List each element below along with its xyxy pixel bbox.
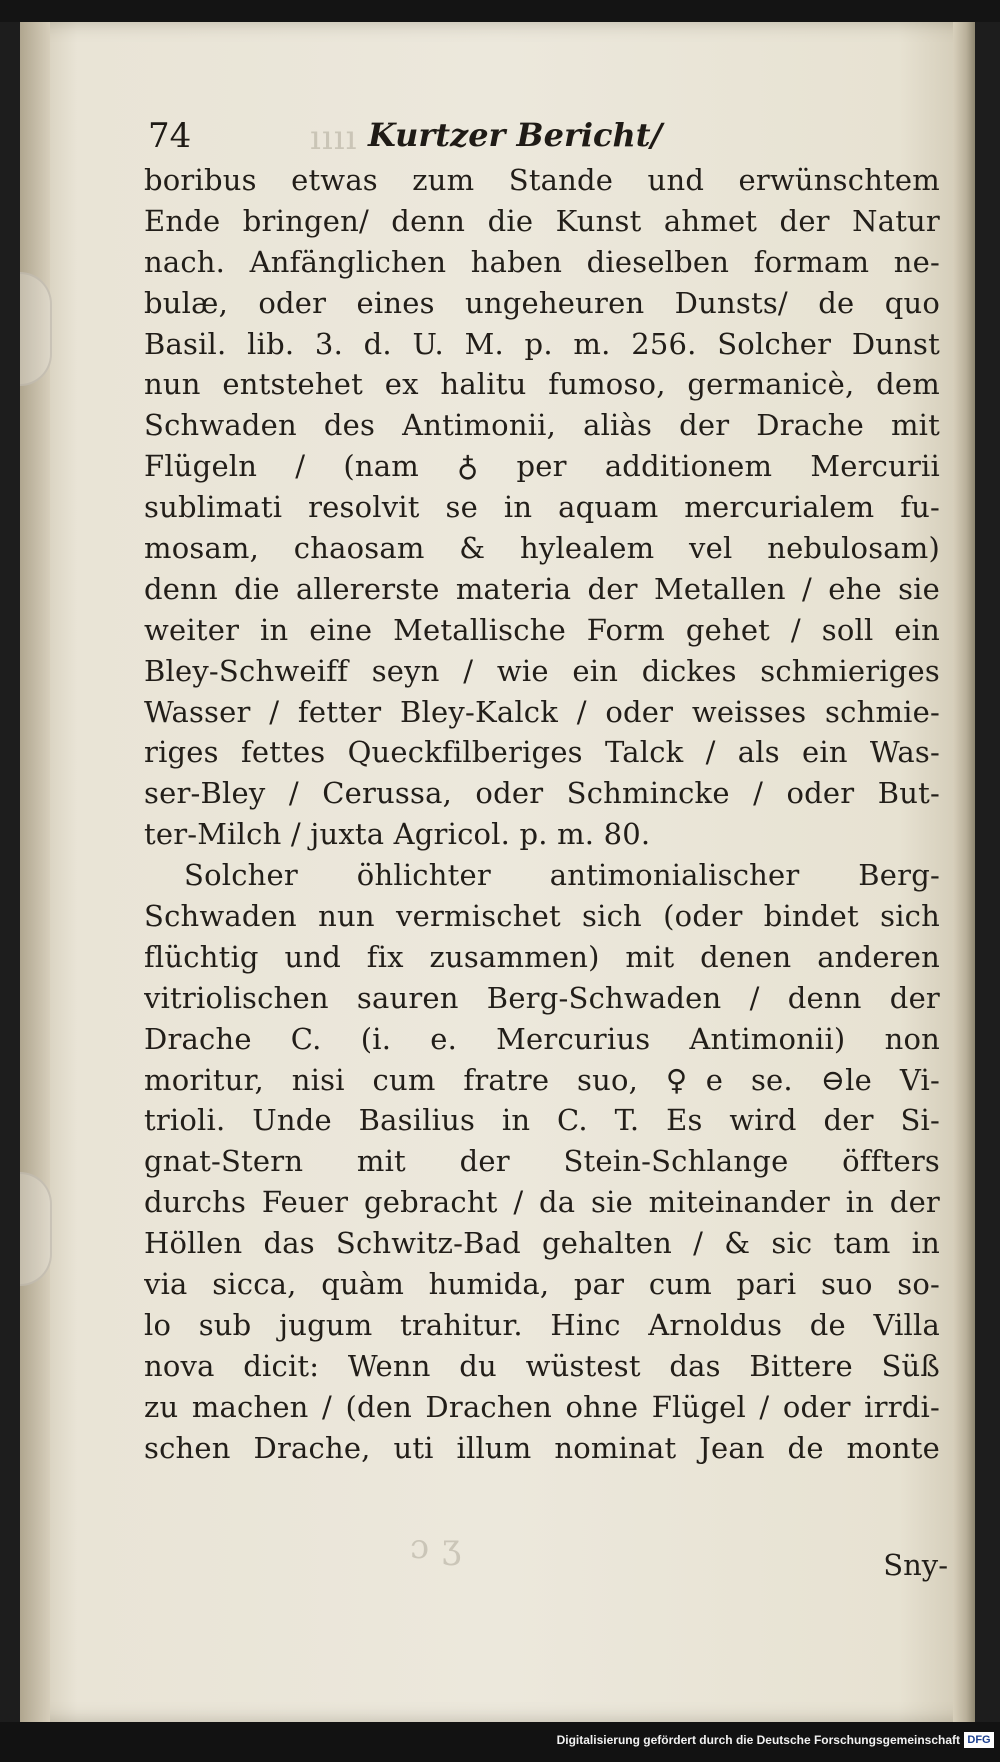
text-line: moritur, nisi cum fratre suo, ♀e se. ⊖le Vi- [144,1062,940,1097]
text-line: Flügeln / (nam ♁ per additionem Mercurii [144,449,940,484]
text-line: nach. Anfänglichen haben dieselben formam ne- [144,244,940,279]
text-line: ter-Milch / juxta Agricol. p. m. 80. [144,817,651,852]
text-line: riges fettes Queckfilberiges Talck / als ein Was- [144,735,940,770]
text-line: nun entstehet ex halitu fumoso, germanicè, dem [144,367,940,402]
text-line: Solcher öhlichter antimonialischer Berg- [184,858,940,893]
text-line: sublimati resolvit se in aquam mercurialem fu- [144,490,940,525]
text-line: weiter in eine Metallische Form gehet / soll ein [144,612,940,647]
glass-clip-bottom [20,1172,52,1286]
text-line: ser-Bley / Cerussa, oder Schmincke / oder But- [144,776,940,811]
text-line: zu machen / (den Drachen ohne Flügel / oder irrdi- [144,1389,940,1424]
text-line: Höllen das Schwitz-Bad gehalten / & sic tam in [144,1226,940,1261]
dfg-logo: DFG [964,1732,994,1748]
glass-clip-top [20,272,52,386]
text-line: Wasser / fetter Bley-Kalck / oder weisses schmie- [144,694,940,729]
text-line: mosam, chaosam & hylealem vel nebulosam) [144,531,940,566]
text-line: Drache C. (i. e. Mercurius Antimonii) non [144,1021,940,1056]
text-line: schen Drache, uti illum nominat Jean de monte [144,1430,940,1465]
text-line: Bley-Schweiff seyn / wie ein dickes schmieriges [144,653,940,688]
bleed-through-top: ıııı [310,118,358,158]
text-line: lo sub jugum trahitur. Hinc Arnoldus de Villa [144,1307,940,1342]
text-line: Ende bringen/ denn die Kunst ahmet der Natur [144,203,940,238]
text-line: via sicca, quàm humida, par cum pari suo so- [144,1267,940,1302]
text-line: gnat-Stern mit der Stein-Schlange öffters [144,1144,940,1179]
text-line: Schwaden nun vermischet sich (oder bindet sich [144,899,940,934]
scan-top-border [0,0,1000,22]
digitization-credit: Digitalisierung gefördert durch die Deutsche Forschungsgemeinschaft [556,1733,960,1747]
text-line: flüchtig und fix zusammen) mit denen anderen [144,939,940,974]
text-line: bulæ, oder eines ungeheuren Dunsts/ de quo [144,285,940,320]
page-number: 74 [148,116,192,156]
text-line: trioli. Unde Basilius in C. T. Es wird der Si- [144,1103,940,1138]
text-line: durchs Feuer gebracht / da sie miteinander in der [144,1185,940,1220]
running-head: Kurtzer Bericht/ [368,116,663,154]
page-fore-edge [953,22,975,1722]
text-line: boribus etwas zum Stande und erwünschtem [144,163,940,197]
body-text [144,160,940,1469]
catchword: Sny- [883,1548,948,1582]
text-line: Basil. lib. 3. d. U. M. p. m. 256. Solcher Dunst [144,326,940,361]
page-header [148,116,908,164]
text-line: vitriolischen sauren Berg-Schwaden / denn der [144,980,940,1015]
text-line: nova dicit: Wenn du wüstest das Bittere Süß [144,1348,940,1383]
bleed-through-bottom: ɔ ʒ [410,1527,463,1567]
text-line: denn die allererste materia der Metallen / ehe sie [144,571,940,606]
text-line: Schwaden des Antimonii, aliàs der Drache mit [144,408,940,443]
